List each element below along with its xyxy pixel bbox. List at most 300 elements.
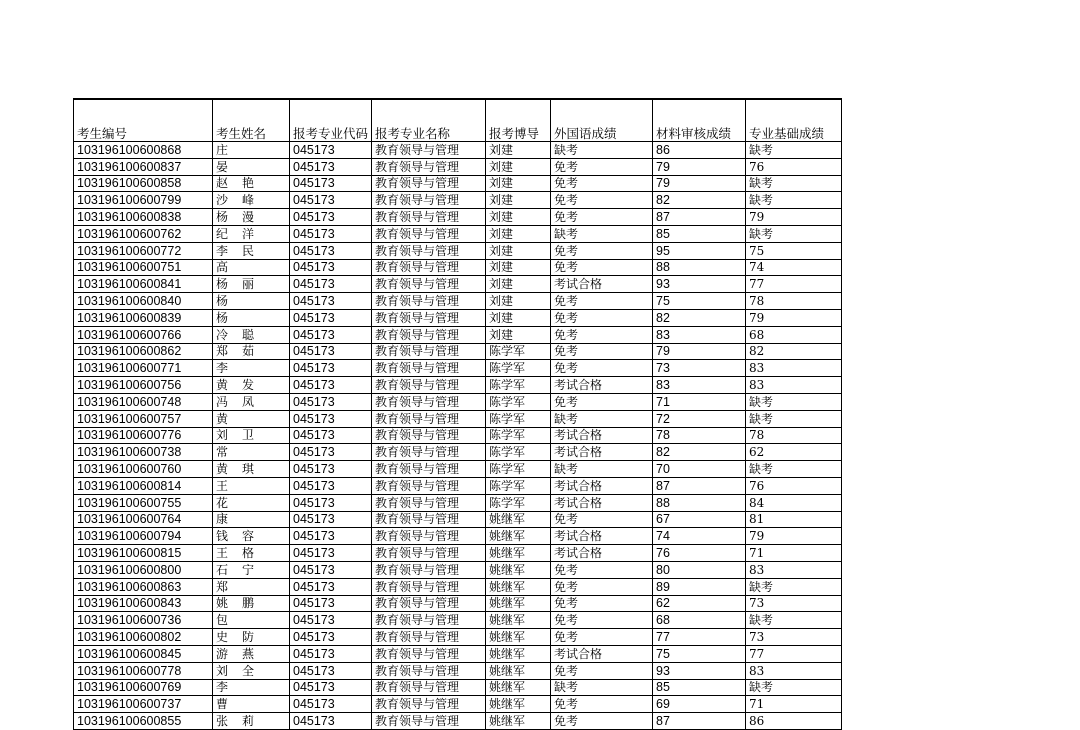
- foreign-language-cell: 免考: [551, 393, 653, 410]
- table-row: [74, 662, 842, 679]
- professional-basics-cell: 74: [746, 259, 842, 276]
- exam-id-cell: 103196100600738: [74, 444, 213, 461]
- foreign-language-cell: 免考: [551, 343, 653, 360]
- foreign-language-cell: 免考: [551, 662, 653, 679]
- foreign-language-cell: 免考: [551, 259, 653, 276]
- material-review-cell: 62: [653, 595, 746, 612]
- foreign-language-cell: 缺考: [551, 679, 653, 696]
- header-material-review: 材料审核成绩: [653, 99, 746, 142]
- supervisor-cell: 陈学军: [486, 427, 551, 444]
- major-code-cell: 045173: [290, 175, 372, 192]
- major-name-cell: 教育领导与管理: [372, 326, 486, 343]
- professional-basics-cell: 79: [746, 528, 842, 545]
- table-row: [74, 477, 842, 494]
- supervisor-cell: 陈学军: [486, 444, 551, 461]
- foreign-language-cell: 免考: [551, 242, 653, 259]
- name-cell: 李: [213, 360, 290, 377]
- major-name-cell: 教育领导与管理: [372, 494, 486, 511]
- major-code-cell: 045173: [290, 360, 372, 377]
- supervisor-cell: 姚继军: [486, 662, 551, 679]
- exam-id-cell: 103196100600736: [74, 612, 213, 629]
- table-row: [74, 309, 842, 326]
- major-name-cell: 教育领导与管理: [372, 629, 486, 646]
- supervisor-cell: 刘建: [486, 158, 551, 175]
- table-row: [74, 511, 842, 528]
- major-code-cell: 045173: [290, 242, 372, 259]
- table-row: [74, 679, 842, 696]
- foreign-language-cell: 考试合格: [551, 444, 653, 461]
- exam-id-cell: 103196100600814: [74, 477, 213, 494]
- material-review-cell: 77: [653, 629, 746, 646]
- material-review-cell: 75: [653, 645, 746, 662]
- material-review-cell: 82: [653, 192, 746, 209]
- major-name-cell: 教育领导与管理: [372, 679, 486, 696]
- table-row: [74, 175, 842, 192]
- professional-basics-cell: 缺考: [746, 410, 842, 427]
- table-row: [74, 326, 842, 343]
- name-cell: 曹: [213, 696, 290, 713]
- name-cell: 沙 峰: [213, 192, 290, 209]
- exam-id-cell: 103196100600794: [74, 528, 213, 545]
- foreign-language-cell: 考试合格: [551, 528, 653, 545]
- professional-basics-cell: 缺考: [746, 175, 842, 192]
- foreign-language-cell: 免考: [551, 713, 653, 730]
- major-name-cell: 教育领导与管理: [372, 242, 486, 259]
- exam-id-cell: 103196100600837: [74, 158, 213, 175]
- supervisor-cell: 陈学军: [486, 477, 551, 494]
- header-name: 考生姓名: [213, 99, 290, 142]
- exam-id-cell: 103196100600799: [74, 192, 213, 209]
- exam-id-cell: 103196100600764: [74, 511, 213, 528]
- supervisor-cell: 姚继军: [486, 612, 551, 629]
- name-cell: 郑: [213, 578, 290, 595]
- foreign-language-cell: 考试合格: [551, 427, 653, 444]
- material-review-cell: 68: [653, 612, 746, 629]
- table-row: [74, 259, 842, 276]
- exam-id-cell: 103196100600841: [74, 276, 213, 293]
- major-name-cell: 教育领导与管理: [372, 158, 486, 175]
- major-code-cell: 045173: [290, 477, 372, 494]
- name-cell: 钱 容: [213, 528, 290, 545]
- foreign-language-cell: 缺考: [551, 142, 653, 159]
- major-name-cell: 教育领导与管理: [372, 276, 486, 293]
- major-code-cell: 045173: [290, 645, 372, 662]
- material-review-cell: 89: [653, 578, 746, 595]
- foreign-language-cell: 考试合格: [551, 645, 653, 662]
- professional-basics-cell: 76: [746, 158, 842, 175]
- foreign-language-cell: 免考: [551, 309, 653, 326]
- professional-basics-cell: 73: [746, 629, 842, 646]
- professional-basics-cell: 83: [746, 360, 842, 377]
- foreign-language-cell: 免考: [551, 561, 653, 578]
- professional-basics-cell: 78: [746, 427, 842, 444]
- major-name-cell: 教育领导与管理: [372, 662, 486, 679]
- foreign-language-cell: 免考: [551, 595, 653, 612]
- name-cell: 花: [213, 494, 290, 511]
- exam-id-cell: 103196100600776: [74, 427, 213, 444]
- major-code-cell: 045173: [290, 595, 372, 612]
- header-foreign-language: 外国语成绩: [551, 99, 653, 142]
- foreign-language-cell: 缺考: [551, 410, 653, 427]
- major-code-cell: 045173: [290, 293, 372, 310]
- material-review-cell: 73: [653, 360, 746, 377]
- professional-basics-cell: 81: [746, 511, 842, 528]
- foreign-language-cell: 考试合格: [551, 545, 653, 562]
- major-code-cell: 045173: [290, 511, 372, 528]
- material-review-cell: 70: [653, 461, 746, 478]
- supervisor-cell: 陈学军: [486, 360, 551, 377]
- exam-id-cell: 103196100600868: [74, 142, 213, 159]
- table-row: [74, 293, 842, 310]
- supervisor-cell: 刘建: [486, 326, 551, 343]
- exam-id-cell: 103196100600756: [74, 377, 213, 394]
- table-row: [74, 225, 842, 242]
- major-code-cell: 045173: [290, 225, 372, 242]
- name-cell: 姚 鹏: [213, 595, 290, 612]
- material-review-cell: 82: [653, 444, 746, 461]
- table-row: [74, 494, 842, 511]
- table-row: [74, 645, 842, 662]
- name-cell: 游 燕: [213, 645, 290, 662]
- foreign-language-cell: 免考: [551, 578, 653, 595]
- major-name-cell: 教育领导与管理: [372, 293, 486, 310]
- major-name-cell: 教育领导与管理: [372, 645, 486, 662]
- material-review-cell: 76: [653, 545, 746, 562]
- foreign-language-cell: 缺考: [551, 225, 653, 242]
- table-row: [74, 209, 842, 226]
- exam-id-cell: 103196100600737: [74, 696, 213, 713]
- major-name-cell: 教育领导与管理: [372, 175, 486, 192]
- name-cell: 史 防: [213, 629, 290, 646]
- material-review-cell: 95: [653, 242, 746, 259]
- major-code-cell: 045173: [290, 561, 372, 578]
- exam-id-cell: 103196100600769: [74, 679, 213, 696]
- material-review-cell: 80: [653, 561, 746, 578]
- supervisor-cell: 姚继军: [486, 713, 551, 730]
- material-review-cell: 72: [653, 410, 746, 427]
- exam-id-cell: 103196100600815: [74, 545, 213, 562]
- name-cell: 黄 琪: [213, 461, 290, 478]
- name-cell: 杨 丽: [213, 276, 290, 293]
- material-review-cell: 78: [653, 427, 746, 444]
- name-cell: 杨 漫: [213, 209, 290, 226]
- major-name-cell: 教育领导与管理: [372, 528, 486, 545]
- exam-id-cell: 103196100600839: [74, 309, 213, 326]
- foreign-language-cell: 考试合格: [551, 377, 653, 394]
- major-code-cell: 045173: [290, 377, 372, 394]
- material-review-cell: 71: [653, 393, 746, 410]
- supervisor-cell: 陈学军: [486, 494, 551, 511]
- professional-basics-cell: 缺考: [746, 192, 842, 209]
- foreign-language-cell: 免考: [551, 612, 653, 629]
- major-code-cell: 045173: [290, 343, 372, 360]
- foreign-language-cell: 免考: [551, 209, 653, 226]
- professional-basics-cell: 79: [746, 209, 842, 226]
- table-row: [74, 393, 842, 410]
- name-cell: 黄: [213, 410, 290, 427]
- exam-id-cell: 103196100600757: [74, 410, 213, 427]
- major-code-cell: 045173: [290, 259, 372, 276]
- supervisor-cell: 姚继军: [486, 629, 551, 646]
- material-review-cell: 69: [653, 696, 746, 713]
- name-cell: 赵 艳: [213, 175, 290, 192]
- table-row: [74, 242, 842, 259]
- material-review-cell: 75: [653, 293, 746, 310]
- supervisor-cell: 姚继军: [486, 578, 551, 595]
- material-review-cell: 83: [653, 326, 746, 343]
- major-code-cell: 045173: [290, 713, 372, 730]
- major-code-cell: 045173: [290, 444, 372, 461]
- professional-basics-cell: 84: [746, 494, 842, 511]
- material-review-cell: 82: [653, 309, 746, 326]
- supervisor-cell: 刘建: [486, 225, 551, 242]
- material-review-cell: 88: [653, 494, 746, 511]
- material-review-cell: 87: [653, 713, 746, 730]
- major-code-cell: 045173: [290, 662, 372, 679]
- name-cell: 纪 洋: [213, 225, 290, 242]
- major-name-cell: 教育领导与管理: [372, 343, 486, 360]
- major-name-cell: 教育领导与管理: [372, 309, 486, 326]
- supervisor-cell: 刘建: [486, 309, 551, 326]
- supervisor-cell: 姚继军: [486, 696, 551, 713]
- major-name-cell: 教育领导与管理: [372, 259, 486, 276]
- major-code-cell: 045173: [290, 578, 372, 595]
- material-review-cell: 87: [653, 477, 746, 494]
- professional-basics-cell: 79: [746, 309, 842, 326]
- foreign-language-cell: 免考: [551, 326, 653, 343]
- table-row: [74, 595, 842, 612]
- major-code-cell: 045173: [290, 142, 372, 159]
- header-major-name: 报考专业名称: [372, 99, 486, 142]
- foreign-language-cell: 免考: [551, 158, 653, 175]
- professional-basics-cell: 缺考: [746, 142, 842, 159]
- name-cell: 冯 凤: [213, 393, 290, 410]
- professional-basics-cell: 71: [746, 696, 842, 713]
- major-code-cell: 045173: [290, 209, 372, 226]
- name-cell: 杨: [213, 293, 290, 310]
- major-name-cell: 教育领导与管理: [372, 561, 486, 578]
- professional-basics-cell: 缺考: [746, 612, 842, 629]
- supervisor-cell: 刘建: [486, 192, 551, 209]
- name-cell: 王: [213, 477, 290, 494]
- table-row: [74, 377, 842, 394]
- major-code-cell: 045173: [290, 696, 372, 713]
- professional-basics-cell: 缺考: [746, 679, 842, 696]
- name-cell: 石 宁: [213, 561, 290, 578]
- table-row: [74, 192, 842, 209]
- exam-id-cell: 103196100600766: [74, 326, 213, 343]
- exam-id-cell: 103196100600863: [74, 578, 213, 595]
- name-cell: 郑 茹: [213, 343, 290, 360]
- professional-basics-cell: 76: [746, 477, 842, 494]
- exam-id-cell: 103196100600772: [74, 242, 213, 259]
- foreign-language-cell: 免考: [551, 293, 653, 310]
- major-name-cell: 教育领导与管理: [372, 225, 486, 242]
- major-name-cell: 教育领导与管理: [372, 578, 486, 595]
- material-review-cell: 79: [653, 158, 746, 175]
- professional-basics-cell: 83: [746, 377, 842, 394]
- major-name-cell: 教育领导与管理: [372, 142, 486, 159]
- material-review-cell: 83: [653, 377, 746, 394]
- professional-basics-cell: 68: [746, 326, 842, 343]
- name-cell: 刘 全: [213, 662, 290, 679]
- major-name-cell: 教育领导与管理: [372, 410, 486, 427]
- name-cell: 晏: [213, 158, 290, 175]
- foreign-language-cell: 免考: [551, 511, 653, 528]
- name-cell: 黄 发: [213, 377, 290, 394]
- header-major-code: 报考专业代码: [290, 99, 372, 142]
- professional-basics-cell: 77: [746, 276, 842, 293]
- major-code-cell: 045173: [290, 679, 372, 696]
- exam-id-cell: 103196100600751: [74, 259, 213, 276]
- supervisor-cell: 刘建: [486, 259, 551, 276]
- supervisor-cell: 陈学军: [486, 377, 551, 394]
- professional-basics-cell: 62: [746, 444, 842, 461]
- foreign-language-cell: 免考: [551, 360, 653, 377]
- exam-id-cell: 103196100600755: [74, 494, 213, 511]
- exam-id-cell: 103196100600802: [74, 629, 213, 646]
- major-name-cell: 教育领导与管理: [372, 511, 486, 528]
- table-row: [74, 545, 842, 562]
- major-name-cell: 教育领导与管理: [372, 209, 486, 226]
- name-cell: 刘 卫: [213, 427, 290, 444]
- exam-id-cell: 103196100600858: [74, 175, 213, 192]
- foreign-language-cell: 免考: [551, 175, 653, 192]
- table-row: [74, 578, 842, 595]
- material-review-cell: 85: [653, 679, 746, 696]
- foreign-language-cell: 免考: [551, 696, 653, 713]
- name-cell: 高: [213, 259, 290, 276]
- exam-id-cell: 103196100600845: [74, 645, 213, 662]
- material-review-cell: 79: [653, 175, 746, 192]
- header-row: [74, 99, 842, 142]
- table-row: [74, 461, 842, 478]
- supervisor-cell: 姚继军: [486, 679, 551, 696]
- major-code-cell: 045173: [290, 393, 372, 410]
- table-row: [74, 528, 842, 545]
- major-name-cell: 教育领导与管理: [372, 545, 486, 562]
- score-table: [73, 98, 842, 730]
- supervisor-cell: 刘建: [486, 175, 551, 192]
- material-review-cell: 93: [653, 662, 746, 679]
- major-name-cell: 教育领导与管理: [372, 377, 486, 394]
- material-review-cell: 85: [653, 225, 746, 242]
- professional-basics-cell: 75: [746, 242, 842, 259]
- name-cell: 张 莉: [213, 713, 290, 730]
- material-review-cell: 88: [653, 259, 746, 276]
- header-exam-id: 考生编号: [74, 99, 213, 142]
- exam-id-cell: 103196100600838: [74, 209, 213, 226]
- table-row: [74, 360, 842, 377]
- table-row: [74, 612, 842, 629]
- table-row: [74, 561, 842, 578]
- name-cell: 常: [213, 444, 290, 461]
- major-name-cell: 教育领导与管理: [372, 612, 486, 629]
- exam-id-cell: 103196100600778: [74, 662, 213, 679]
- table-row: [74, 696, 842, 713]
- exam-id-cell: 103196100600843: [74, 595, 213, 612]
- supervisor-cell: 陈学军: [486, 343, 551, 360]
- major-code-cell: 045173: [290, 494, 372, 511]
- major-name-cell: 教育领导与管理: [372, 192, 486, 209]
- table-row: [74, 158, 842, 175]
- major-name-cell: 教育领导与管理: [372, 427, 486, 444]
- professional-basics-cell: 缺考: [746, 461, 842, 478]
- major-code-cell: 045173: [290, 545, 372, 562]
- table-row: [74, 142, 842, 159]
- professional-basics-cell: 71: [746, 545, 842, 562]
- major-name-cell: 教育领导与管理: [372, 595, 486, 612]
- header-professional-basics: 专业基础成绩: [746, 99, 842, 142]
- supervisor-cell: 陈学军: [486, 410, 551, 427]
- material-review-cell: 79: [653, 343, 746, 360]
- name-cell: 庄: [213, 142, 290, 159]
- material-review-cell: 87: [653, 209, 746, 226]
- major-code-cell: 045173: [290, 461, 372, 478]
- table-row: [74, 713, 842, 730]
- foreign-language-cell: 考试合格: [551, 494, 653, 511]
- professional-basics-cell: 83: [746, 662, 842, 679]
- professional-basics-cell: 缺考: [746, 578, 842, 595]
- major-name-cell: 教育领导与管理: [372, 444, 486, 461]
- table-row: [74, 444, 842, 461]
- major-code-cell: 045173: [290, 326, 372, 343]
- professional-basics-cell: 83: [746, 561, 842, 578]
- major-name-cell: 教育领导与管理: [372, 713, 486, 730]
- name-cell: 李: [213, 679, 290, 696]
- table-row: [74, 410, 842, 427]
- name-cell: 包: [213, 612, 290, 629]
- table-row: [74, 629, 842, 646]
- material-review-cell: 93: [653, 276, 746, 293]
- exam-id-cell: 103196100600748: [74, 393, 213, 410]
- major-code-cell: 045173: [290, 192, 372, 209]
- supervisor-cell: 姚继军: [486, 595, 551, 612]
- foreign-language-cell: 免考: [551, 192, 653, 209]
- material-review-cell: 67: [653, 511, 746, 528]
- supervisor-cell: 陈学军: [486, 461, 551, 478]
- professional-basics-cell: 缺考: [746, 393, 842, 410]
- name-cell: 冷 聪: [213, 326, 290, 343]
- major-code-cell: 045173: [290, 158, 372, 175]
- professional-basics-cell: 77: [746, 645, 842, 662]
- exam-id-cell: 103196100600760: [74, 461, 213, 478]
- major-code-cell: 045173: [290, 612, 372, 629]
- major-code-cell: 045173: [290, 410, 372, 427]
- supervisor-cell: 刘建: [486, 293, 551, 310]
- supervisor-cell: 姚继军: [486, 561, 551, 578]
- major-code-cell: 045173: [290, 629, 372, 646]
- supervisor-cell: 刘建: [486, 242, 551, 259]
- major-code-cell: 045173: [290, 276, 372, 293]
- professional-basics-cell: 86: [746, 713, 842, 730]
- material-review-cell: 74: [653, 528, 746, 545]
- exam-id-cell: 103196100600840: [74, 293, 213, 310]
- supervisor-cell: 姚继军: [486, 645, 551, 662]
- foreign-language-cell: 考试合格: [551, 276, 653, 293]
- major-name-cell: 教育领导与管理: [372, 477, 486, 494]
- professional-basics-cell: 73: [746, 595, 842, 612]
- major-code-cell: 045173: [290, 528, 372, 545]
- exam-id-cell: 103196100600855: [74, 713, 213, 730]
- major-name-cell: 教育领导与管理: [372, 360, 486, 377]
- supervisor-cell: 姚继军: [486, 545, 551, 562]
- foreign-language-cell: 免考: [551, 629, 653, 646]
- material-review-cell: 86: [653, 142, 746, 159]
- professional-basics-cell: 78: [746, 293, 842, 310]
- major-code-cell: 045173: [290, 427, 372, 444]
- professional-basics-cell: 缺考: [746, 225, 842, 242]
